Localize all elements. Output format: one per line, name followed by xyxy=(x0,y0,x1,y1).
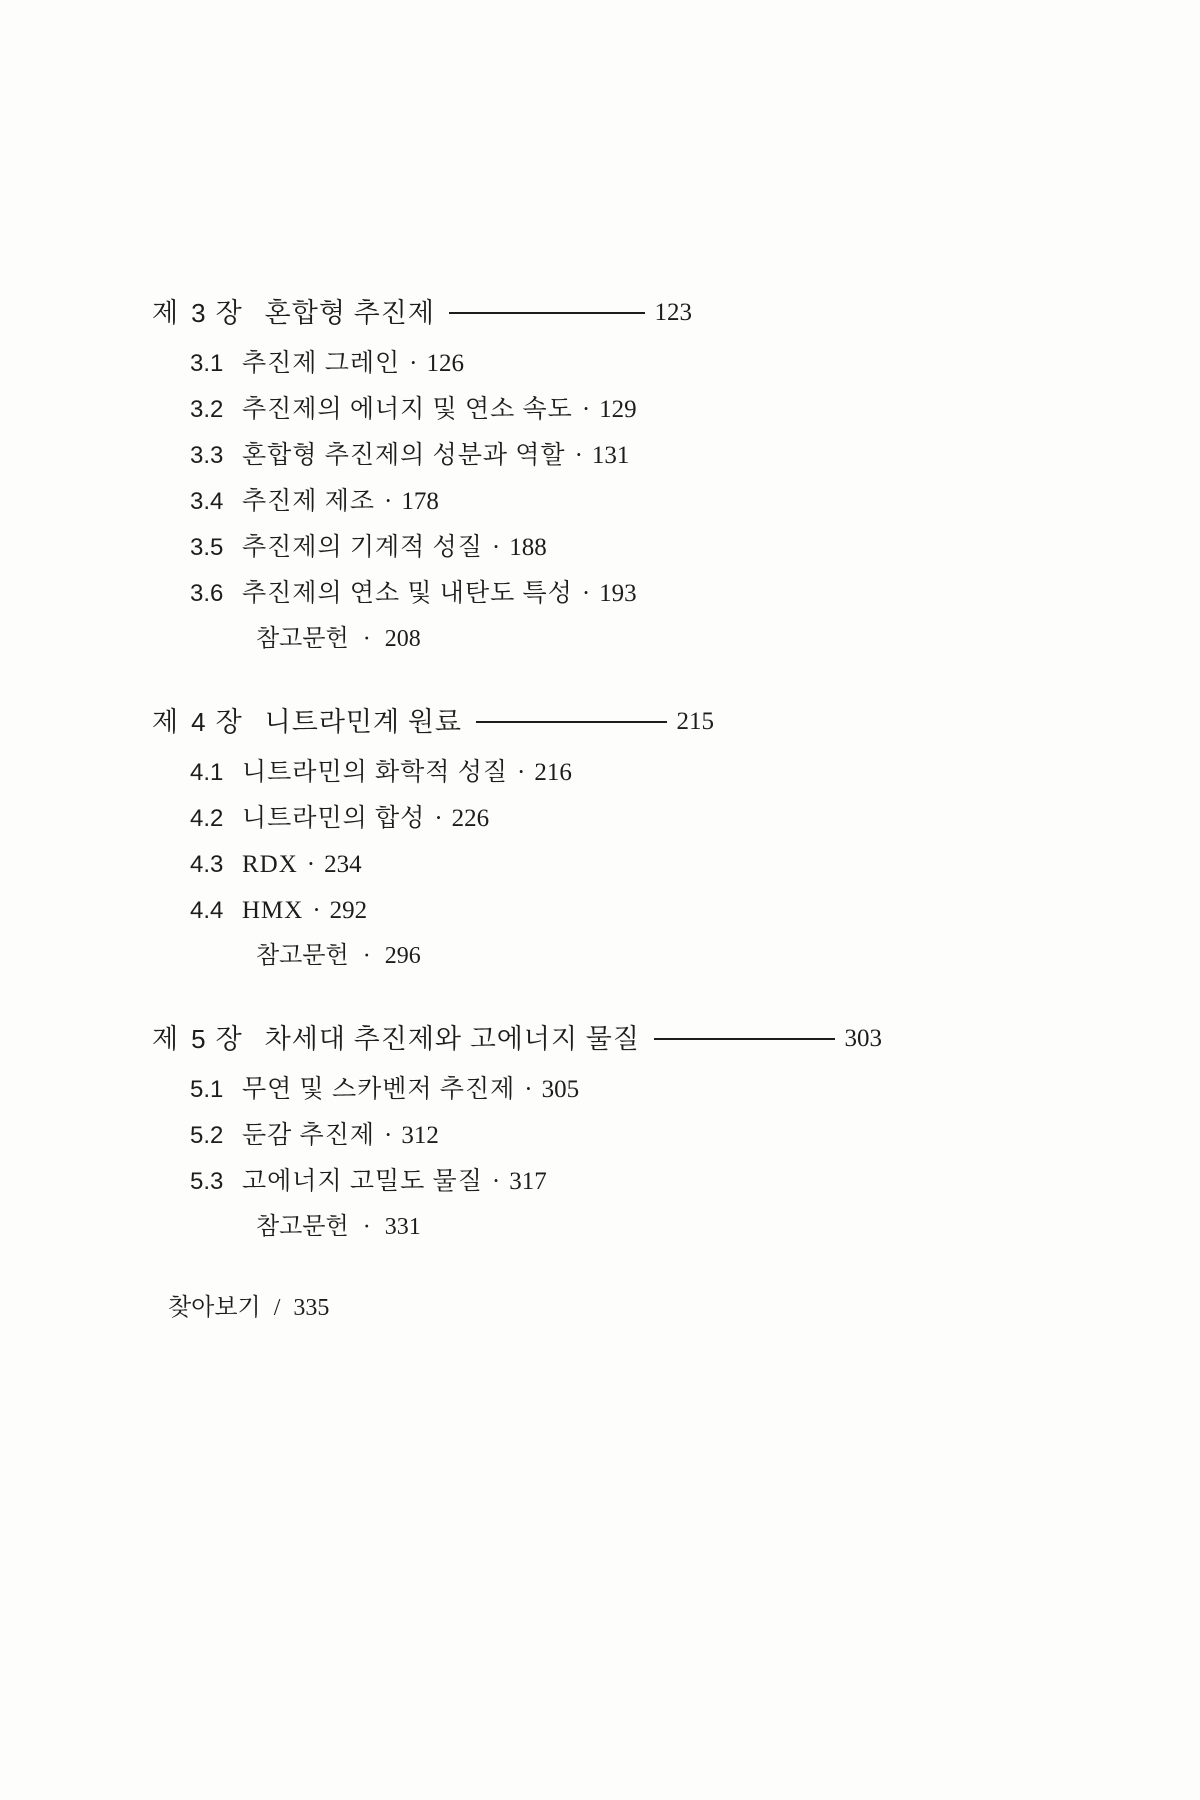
toc-section-row xyxy=(152,1073,912,1106)
section-page-number: 131 xyxy=(591,442,630,469)
section-page-number: 312 xyxy=(401,1122,439,1149)
index-page-number: 335 xyxy=(293,1295,330,1321)
section-page-number: 178 xyxy=(401,488,439,515)
section-page-number: 129 xyxy=(599,396,637,423)
references-label: 참고문헌 xyxy=(256,626,349,652)
section-number: 3.5 xyxy=(190,534,224,561)
dot-separator: · xyxy=(524,1076,533,1103)
index-row xyxy=(152,1292,912,1325)
dot-separator: · xyxy=(312,897,321,924)
references-label: 참고문헌 xyxy=(256,1214,349,1240)
toc-section-row xyxy=(152,439,912,472)
section-title: 고에너지 고밀도 물질 xyxy=(242,1168,483,1195)
references-page-number: 208 xyxy=(384,626,421,652)
section-number: 4.4 xyxy=(190,897,224,924)
chapter-prefix: 제 xyxy=(152,707,182,737)
leader-line xyxy=(654,1038,835,1040)
toc-chapter-3 xyxy=(152,295,912,656)
section-page-number: 188 xyxy=(509,534,547,561)
references-row xyxy=(152,1211,912,1244)
chapter-suffix: 장 xyxy=(215,707,245,737)
section-title: HMX xyxy=(242,897,304,924)
references-row xyxy=(152,623,912,656)
section-page-number: 305 xyxy=(541,1076,580,1103)
toc-section-row xyxy=(152,485,912,518)
toc-section-row xyxy=(152,848,912,881)
section-page-number: 216 xyxy=(534,759,572,786)
references-row xyxy=(152,940,912,973)
toc-section-row xyxy=(152,531,912,564)
section-title: 추진제의 연소 및 내탄도 특성 xyxy=(242,580,573,607)
dot-separator: · xyxy=(517,759,526,786)
leader-line xyxy=(449,312,645,314)
section-page-number: 126 xyxy=(426,350,464,377)
section-number: 4.3 xyxy=(190,851,224,878)
chapter-page-number: 123 xyxy=(654,299,692,326)
section-number: 3.6 xyxy=(190,580,224,607)
toc-section-row xyxy=(152,1119,912,1152)
toc-section-row xyxy=(152,894,912,927)
section-page-number: 234 xyxy=(324,851,362,878)
chapter-number: 5 xyxy=(191,1024,206,1054)
chapter-suffix: 장 xyxy=(215,298,245,328)
chapter-page-number: 303 xyxy=(844,1025,882,1052)
section-number: 3.2 xyxy=(190,396,224,423)
toc-chapter-5 xyxy=(152,1021,912,1244)
section-number: 4.2 xyxy=(190,805,224,832)
toc-section-row xyxy=(152,756,912,789)
section-number: 5.1 xyxy=(190,1076,224,1103)
dot-separator: · xyxy=(581,396,591,423)
chapter-title: 차세대 추진제와 고에너지 물질 xyxy=(264,1024,640,1054)
section-number: 3.1 xyxy=(190,350,224,377)
dot-separator: · xyxy=(434,805,443,832)
section-number: 3.3 xyxy=(190,442,224,469)
toc-section-row xyxy=(152,802,912,835)
references-label: 참고문헌 xyxy=(256,943,349,969)
toc-section-row xyxy=(152,393,912,426)
dot-separator: · xyxy=(409,350,418,377)
dot-separator: · xyxy=(362,943,371,969)
dot-separator: · xyxy=(574,442,583,469)
leader-line xyxy=(476,721,667,723)
chapter-suffix: 장 xyxy=(215,1024,245,1054)
section-number: 5.2 xyxy=(190,1122,224,1149)
index-label: 찾아보기 xyxy=(168,1295,261,1321)
dot-separator: · xyxy=(362,1214,371,1240)
section-title: 추진제 그레인 xyxy=(242,350,401,377)
chapter-heading xyxy=(152,295,692,331)
dot-separator: · xyxy=(384,1122,393,1149)
references-page-number: 296 xyxy=(384,943,421,969)
section-title: 혼합형 추진제의 성분과 역할 xyxy=(242,442,566,469)
toc-section-row xyxy=(152,1165,912,1198)
section-number: 4.1 xyxy=(190,759,224,786)
toc-section-row xyxy=(152,347,912,380)
section-number: 3.4 xyxy=(190,488,224,515)
section-title: 추진제의 에너지 및 연소 속도 xyxy=(242,396,573,423)
chapter-prefix: 제 xyxy=(152,1024,182,1054)
slash-separator: / xyxy=(273,1295,281,1321)
dot-separator: · xyxy=(384,488,393,515)
chapter-page-number: 215 xyxy=(676,708,714,735)
section-number: 5.3 xyxy=(190,1168,224,1195)
dot-separator: · xyxy=(362,626,371,652)
references-page-number: 331 xyxy=(384,1214,421,1240)
section-title: 무연 및 스카벤저 추진제 xyxy=(242,1076,516,1103)
section-page-number: 193 xyxy=(599,580,637,607)
section-title: 둔감 추진제 xyxy=(242,1122,376,1149)
dot-separator: · xyxy=(581,580,591,607)
section-title: RDX xyxy=(242,851,298,878)
chapter-heading xyxy=(152,1021,882,1057)
dot-separator: · xyxy=(306,851,316,878)
section-title: 추진제의 기계적 성질 xyxy=(242,534,483,561)
toc-chapter-4 xyxy=(152,704,912,973)
section-title: 니트라민의 합성 xyxy=(242,805,426,832)
section-page-number: 292 xyxy=(329,897,368,924)
dot-separator: · xyxy=(491,534,501,561)
chapter-heading xyxy=(152,704,714,740)
toc-section-row xyxy=(152,577,912,610)
chapter-prefix: 제 xyxy=(152,298,182,328)
section-title: 니트라민의 화학적 성질 xyxy=(242,759,509,786)
chapter-title: 니트라민계 원료 xyxy=(264,707,462,737)
chapter-title: 혼합형 추진제 xyxy=(264,298,435,328)
section-page-number: 226 xyxy=(451,805,490,832)
table-of-contents xyxy=(152,295,912,1325)
chapter-number: 4 xyxy=(191,707,206,737)
section-title: 추진제 제조 xyxy=(242,488,376,515)
dot-separator: · xyxy=(491,1168,501,1195)
section-page-number: 317 xyxy=(509,1168,547,1195)
chapter-number: 3 xyxy=(191,298,206,328)
